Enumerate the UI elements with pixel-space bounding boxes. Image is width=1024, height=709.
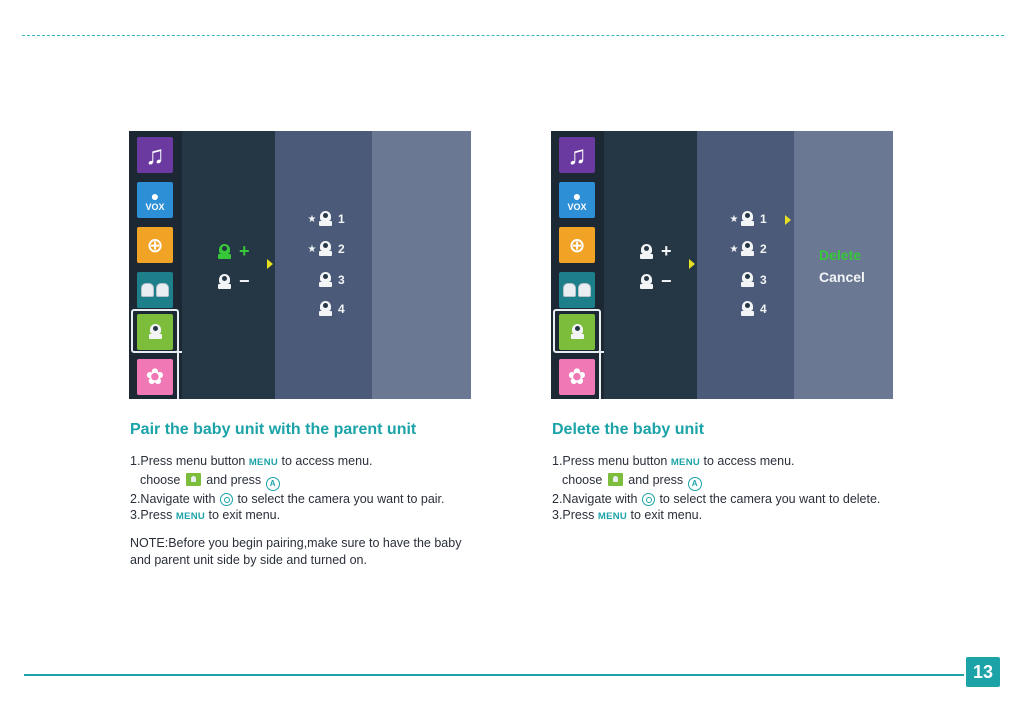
cancel-option[interactable]: Cancel [819, 269, 865, 285]
camera-icon [319, 272, 332, 288]
remove-camera-option[interactable] [640, 271, 672, 292]
camera-list-column [697, 131, 794, 399]
paired-star-icon: ★ [729, 213, 739, 225]
camera-icon [319, 211, 332, 227]
remove-camera-option[interactable] [218, 271, 250, 292]
camera-number: 3 [338, 273, 345, 287]
a-button-icon: A [266, 477, 280, 491]
multi-camera-icon[interactable] [559, 272, 595, 308]
empty-detail-column [372, 131, 471, 399]
camera-list-item[interactable] [305, 301, 345, 317]
paired-star-icon: ★ [307, 213, 317, 225]
navigation-pad-icon [220, 493, 233, 506]
delete-option[interactable]: Delete [819, 247, 862, 263]
menu-icon-column [129, 131, 182, 399]
bottom-divider [24, 674, 964, 676]
camera-icon [640, 244, 653, 260]
camera-list-item[interactable] [727, 301, 767, 317]
gear-icon[interactable]: ✿ [137, 359, 173, 395]
camera-list-item[interactable] [305, 272, 345, 288]
camera-list-item[interactable] [305, 211, 345, 227]
arrow-right-icon [689, 259, 695, 269]
delete-step-2: 2.Navigate with to select the camera you want to delete. [552, 491, 881, 506]
camera-number: 4 [338, 302, 345, 316]
camera-list-item[interactable] [727, 211, 767, 227]
gear-icon[interactable]: ✿ [559, 359, 595, 395]
camera-number: 2 [338, 242, 345, 256]
multi-camera-icon[interactable] [137, 272, 173, 308]
top-dashed-divider [22, 35, 1004, 36]
camera-pair-icon [608, 473, 623, 486]
camera-number: 2 [760, 242, 767, 256]
paired-star-icon: ★ [307, 243, 317, 255]
menu-button-label: MENU [175, 511, 206, 522]
paired-star-icon: ★ [729, 243, 739, 255]
pair-options-column [182, 131, 275, 399]
zoom-icon[interactable]: ⊕ [559, 227, 595, 263]
pair-step-1: 1.Press menu button MENU to access menu. [130, 454, 373, 468]
pair-menu-screen [129, 131, 471, 399]
camera-list-column [275, 131, 372, 399]
arrow-right-icon [267, 259, 273, 269]
delete-step-1: 1.Press menu button MENU to access menu. [552, 454, 795, 468]
arrow-right-icon [785, 215, 791, 225]
minus-sign: − [661, 271, 672, 291]
delete-instructions [552, 453, 880, 526]
navigation-pad-icon [642, 493, 655, 506]
plus-sign: + [239, 241, 250, 261]
camera-list-item[interactable] [727, 272, 767, 288]
pair-instructions [130, 453, 445, 526]
pairing-note: NOTE:Before you begin pairing,make sure to have the baby and parent unit side by side and turned on. [130, 536, 462, 567]
camera-icon [218, 244, 231, 260]
music-note-icon[interactable]: ♫ [137, 137, 173, 173]
camera-icon [640, 274, 653, 290]
a-button-icon: A [688, 477, 702, 491]
camera-icon [741, 241, 754, 257]
add-camera-option[interactable] [640, 241, 672, 262]
delete-section-title: Delete the baby unit [552, 421, 705, 438]
vox-microphone-icon[interactable]: ● VOX [137, 182, 173, 218]
menu-button-label: MENU [670, 457, 701, 468]
camera-number: 1 [760, 212, 767, 226]
camera-list-item[interactable] [305, 241, 345, 257]
camera-pair-icon[interactable] [559, 314, 595, 350]
pair-section-title: Pair the baby unit with the parent unit [130, 421, 417, 438]
camera-icon [741, 272, 754, 288]
page-number: 13 [966, 657, 1000, 687]
pair-step-3: 3.Press MENU to exit menu. [130, 508, 281, 522]
pair-step-2: 2.Navigate with to select the camera you want to pair. [130, 491, 445, 506]
camera-list-item[interactable] [727, 241, 767, 257]
camera-icon [218, 274, 231, 290]
music-note-icon[interactable]: ♫ [559, 137, 595, 173]
delete-step-3: 3.Press MENU to exit menu. [552, 508, 703, 522]
camera-icon [319, 301, 332, 317]
camera-icon [319, 241, 332, 257]
menu-button-label: MENU [248, 457, 279, 468]
camera-number: 3 [760, 273, 767, 287]
camera-number: 1 [338, 212, 345, 226]
menu-button-label: MENU [597, 511, 628, 522]
delete-step-1-sub: choose and press A [552, 472, 880, 491]
pair-step-1-sub: choose and press A [130, 472, 445, 491]
delete-menu-screen [551, 131, 893, 399]
zoom-icon[interactable]: ⊕ [137, 227, 173, 263]
camera-pair-icon[interactable] [137, 314, 173, 350]
pair-options-column [604, 131, 697, 399]
camera-icon [741, 211, 754, 227]
delete-options-column [794, 131, 893, 399]
camera-number: 4 [760, 302, 767, 316]
camera-pair-icon [186, 473, 201, 486]
plus-sign: + [661, 241, 672, 261]
add-camera-option[interactable] [218, 241, 250, 262]
minus-sign: − [239, 271, 250, 291]
vox-microphone-icon[interactable]: ● VOX [559, 182, 595, 218]
camera-icon [741, 301, 754, 317]
menu-icon-column [551, 131, 604, 399]
